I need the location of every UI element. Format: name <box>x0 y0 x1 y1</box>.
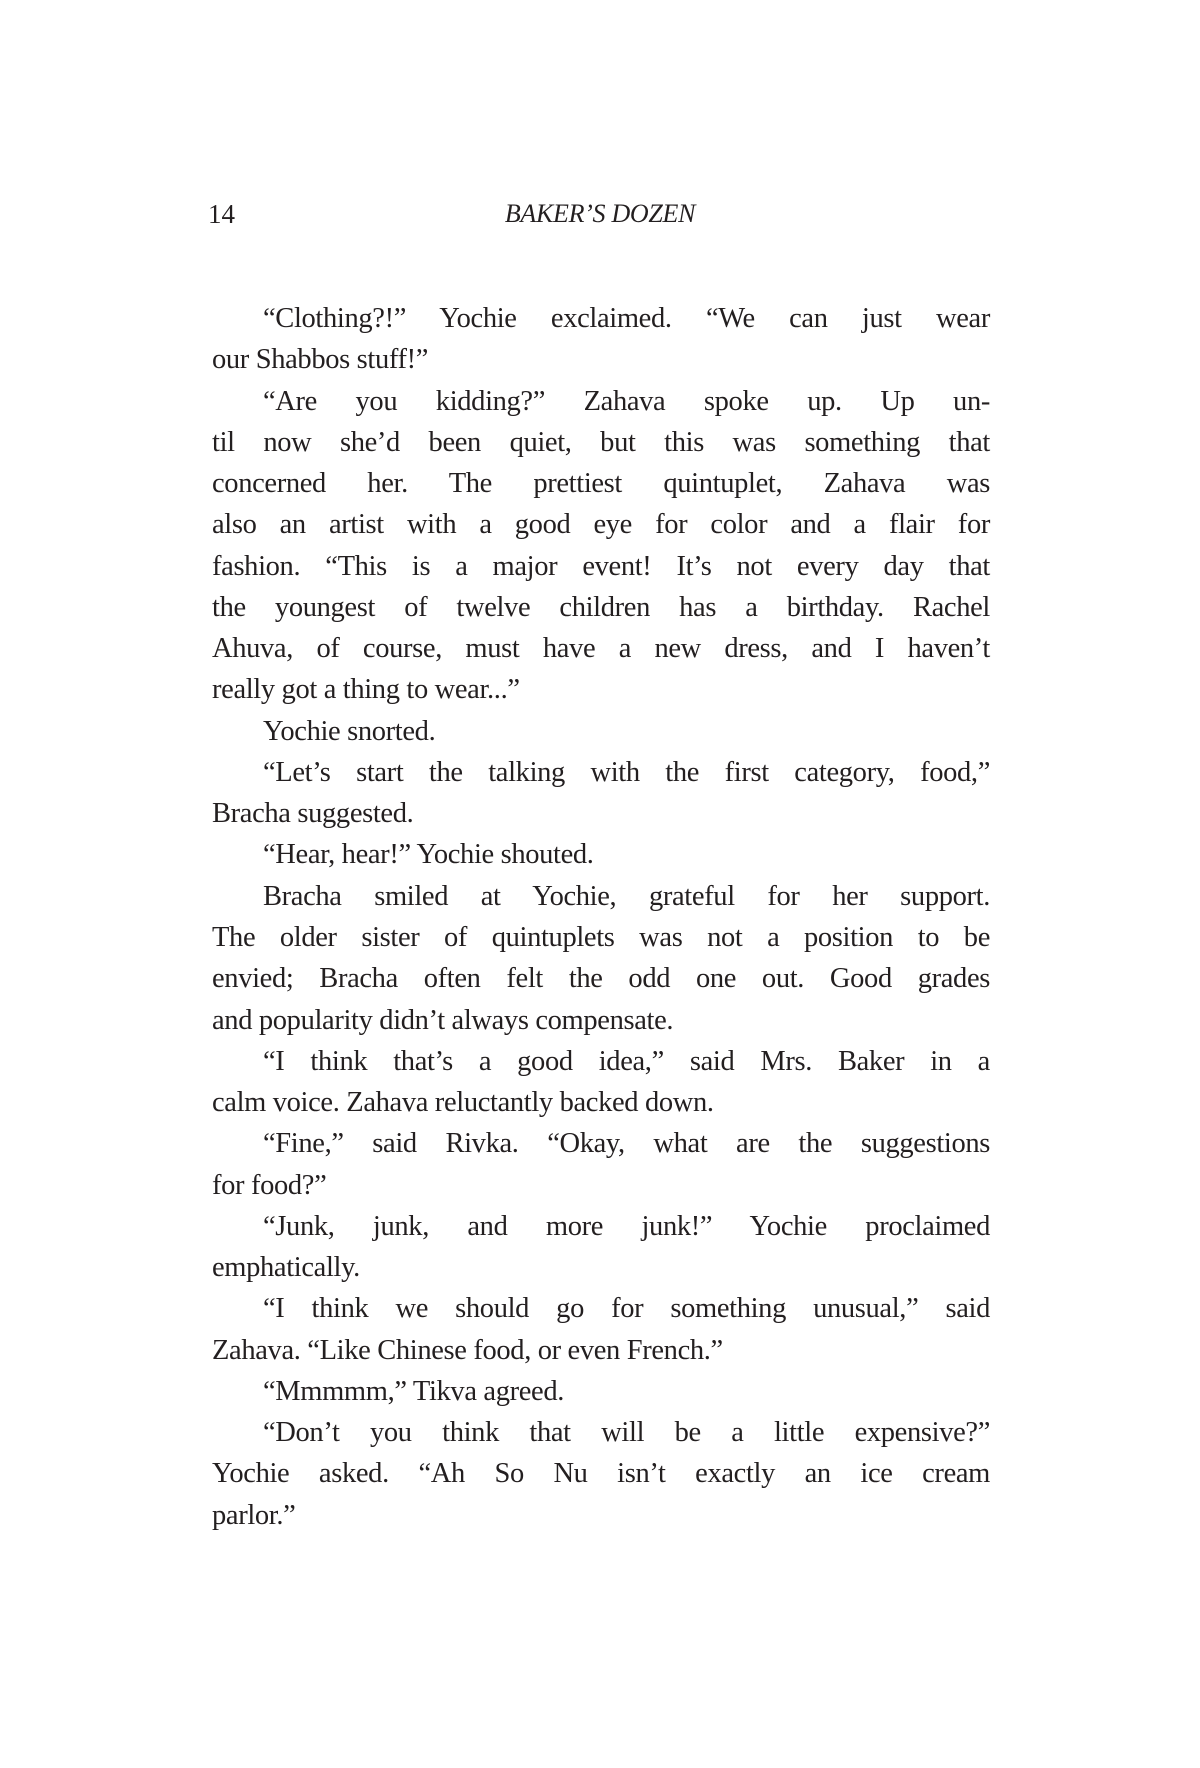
text-line: “I think that’s a good idea,” said Mrs. Baker in a <box>263 1045 990 1077</box>
text-line: Ahuva, of course, must have a new dress, and I haven’t <box>212 633 990 665</box>
text-line: concerned her. The prettiest quintuplet, Zahava was <box>212 468 990 500</box>
text-line: fashion. “This is a major event! It’s not every day that <box>212 550 990 582</box>
text-line: emphatically. <box>212 1252 360 1284</box>
text-line: til now she’d been quiet, but this was something that <box>212 426 990 458</box>
text-line: the youngest of twelve children has a birthday. Rachel <box>212 591 990 623</box>
text-line: Yochie snorted. <box>263 715 436 747</box>
body-text <box>212 298 990 1536</box>
text-line: “Junk, junk, and more junk!” Yochie proclaimed <box>263 1210 990 1242</box>
text-line: “Clothing?!” Yochie exclaimed. “We can just wear <box>263 303 990 334</box>
text-line: parlor.” <box>212 1499 296 1531</box>
text-line: and popularity didn’t always compensate. <box>212 1004 674 1036</box>
text-line: “Mmmmm,” Tikva agreed. <box>263 1375 565 1407</box>
running-title: BAKER’S DOZEN <box>504 199 696 228</box>
text-line: “Let’s start the talking with the first category, food,” <box>263 756 990 788</box>
text-line: The older sister of quintuplets was not a position to be <box>212 921 990 953</box>
text-line: “Are you kidding?” Zahava spoke up. Up un- <box>263 385 990 417</box>
text-line: calm voice. Zahava reluctantly backed down. <box>212 1087 714 1119</box>
text-line: Bracha suggested. <box>212 798 414 830</box>
text-line: Zahava. “Like Chinese food, or even French.” <box>212 1334 723 1366</box>
text-line: “Don’t you think that will be a little expensive?” <box>263 1417 990 1449</box>
text-line: really got a thing to wear...” <box>212 674 520 706</box>
text-line: “Hear, hear!” Yochie shouted. <box>263 839 594 871</box>
text-line: also an artist with a good eye for color and a flair for <box>212 509 990 541</box>
text-line: Yochie asked. “Ah So Nu isn’t exactly an ice cream <box>212 1458 990 1490</box>
text-line: envied; Bracha often felt the odd one out. Good grades <box>212 963 990 995</box>
text-line: “I think we should go for something unusual,” said <box>263 1293 990 1325</box>
text-line: Bracha smiled at Yochie, grateful for her support. <box>263 880 990 912</box>
text-line: our Shabbos stuff!” <box>212 344 429 376</box>
text-line: “Fine,” said Rivka. “Okay, what are the suggestions <box>263 1128 990 1160</box>
page-number: 14 <box>208 199 235 229</box>
text-line: for food?” <box>212 1169 327 1201</box>
